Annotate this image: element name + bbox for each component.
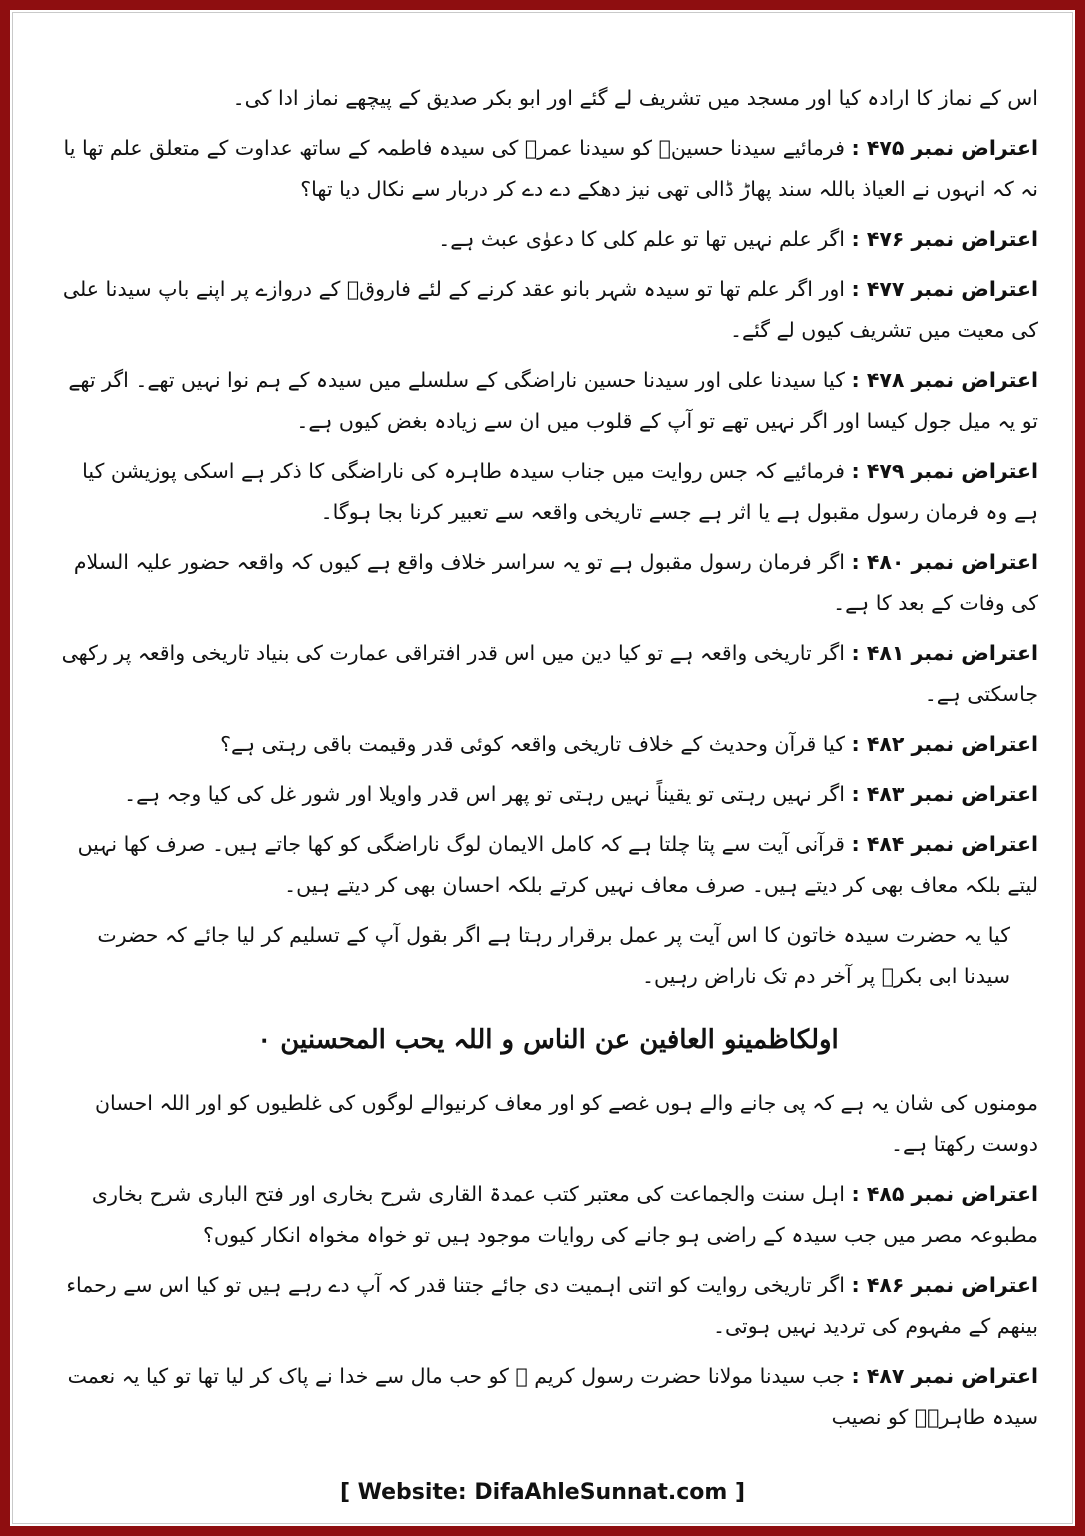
objection-label: اعتراض نمبر ۴۷۹ : [851,459,1038,483]
objection-479 [58,451,1038,533]
objection-text: کیا قرآن وحدیث کے خلاف تاریخی واقعہ کوئی قدر وقیمت باقی رہتی ہے؟ [220,732,845,756]
objection-475 [58,128,1038,210]
document-body [58,78,1038,1447]
objection-label: اعتراض نمبر ۴۸۲ : [851,732,1038,756]
objection-text: اگر علم نہیں تھا تو علم کلی کا دعوٰی عبث ہے۔ [438,227,845,251]
objection-label: اعتراض نمبر ۴۷۵ : [851,136,1038,160]
objection-label: اعتراض نمبر ۴۷۶ : [851,227,1038,251]
objection-label: اعتراض نمبر ۴۸۷ : [851,1364,1038,1388]
objection-label: اعتراض نمبر ۴۷۷ : [851,277,1038,301]
objection-text: اہل سنت والجماعت کی معتبر کتب عمدۃ القاری شرح بخاری اور فتح الباری شرح بخاری مطبوعہ مصر میں جب سیدہ کے راضی ہو جانے کی روایات موجود ہیں تو خواہ مخواہ انکار کیوں؟ [91,1182,1038,1247]
objection-text: اگر تاریخی واقعہ ہے تو کیا دین میں اس قدر افتراقی عمارت کی بنیاد تاریخی واقعہ پر رکھی جاسکتی ہے۔ [61,641,1038,706]
objection-label: اعتراض نمبر ۴۸۶ : [851,1273,1038,1297]
objection-text: فرمائیے سیدنا حسینؓ کو سیدنا عمرؓ کی سیدہ فاطمہ کے ساتھ عداوت کے متعلق علم تھا یا نہ کہ انہوں نے العیاذ باللہ سند پھاڑ ڈالی تھی نیز دھکے دے دے کر دربار سے نکال دیا تھا؟ [63,136,1038,201]
objection-482 [58,724,1038,765]
quranic-verse: اولکاظمینو العافین عن الناس و اللہ یحب المحسنین ۰ [257,1025,839,1055]
objection-484 [58,824,1038,906]
objection-487 [58,1356,1038,1438]
paragraph: کیا یہ حضرت سیدہ خاتون کا اس آیت پر عمل برقرار رہتا ہے اگر بقول آپ کے تسلیم کر لیا جائے کہ حضرت سیدنا ابی بکرؓ پر آخر دم تک ناراض رہیں۔ [97,923,1010,988]
objection-477 [58,269,1038,351]
objection-text: قرآنی آیت سے پتا چلتا ہے کہ کامل الایمان لوگ ناراضگی کو کھا جاتے ہیں۔ صرف کھا نہیں لیتے بلکہ معاف بھی کر دیتے ہیں۔ صرف معاف نہیں کرتے بلکہ احسان بھی کر دیتے ہیں۔ [77,832,1038,897]
objection-text: اور اگر علم تھا تو سیدہ شہر بانو عقد کرنے کے لئے فاروقؓ کے دروازے پر اپنے باپ سیدنا علی کی معیت میں تشریف کیوں لے گئے۔ [62,277,1038,342]
objection-text: فرمائیے کہ جس روایت میں جناب سیدہ طاہرہ کی ناراضگی کا ذکر ہے اسکی پوزیشن کیا ہے وہ فرمان رسول مقبول ہے یا اثر ہے جسے تاریخی واقعہ سے تعبیر کرنا بجا ہوگا۔ [82,459,1038,524]
objection-text: اگر فرمان رسول مقبول ہے تو یہ سراسر خلاف واقع ہے کیوں کہ واقعہ حضور علیہ السلام کی وفات کے بعد کا ہے۔ [73,550,1038,615]
objection-483 [58,774,1038,815]
objection-478 [58,360,1038,442]
objection-text: جب سیدنا مولانا حضرت رسول کریم ﷺ کو حب مال سے خدا نے پاک کر لیا تھا تو کیا یہ نعمت سیدہ طاہرہؓ کو نصیب [67,1364,1038,1429]
objection-label: اعتراض نمبر ۴۸۰ : [851,550,1038,574]
objection-476 [58,219,1038,260]
objection-label: اعتراض نمبر ۴۷۸ : [851,368,1038,392]
objection-label: اعتراض نمبر ۴۸۵ : [851,1182,1038,1206]
objection-label: اعتراض نمبر ۴۸۱ : [851,641,1038,665]
objection-text: اگر تاریخی روایت کو اتنی اہمیت دی جائے جتنا قدر کہ آپ دے رہے ہیں تو کیا اس سے رحماء بینھم کے مفہوم کی تردید نہیں ہوتی۔ [66,1273,1038,1338]
objection-480 [58,542,1038,624]
website-footer: [ Website: DifaAhleSunnat.com ] [339,1480,746,1505]
paragraph: مومنوں کی شان یہ ہے کہ پی جانے والے ہوں غصے کو اور معاف کرنیوالے لوگوں کی غلطیوں کو اور اللہ احسان دوست رکھتا ہے۔ [94,1091,1038,1156]
objection-text: کیا سیدنا علی اور سیدنا حسین ناراضگی کے سلسلے میں سیدہ کے ہم نوا نہیں تھے۔ اگر تھے تو یہ میل جول کیسا اور اگر نہیں تھے تو آپ کے قلوب میں ان سے زیادہ بغض کیوں ہے۔ [68,368,1038,433]
objection-label: اعتراض نمبر ۴۸۳ : [851,782,1038,806]
objection-485 [58,1174,1038,1256]
objection-486 [58,1265,1038,1347]
objection-label: اعتراض نمبر ۴۸۴ : [851,832,1038,856]
paragraph: اس کے نماز کا ارادہ کیا اور مسجد میں تشریف لے گئے اور ابو بکر صدیق کے پیچھے نماز ادا کی۔ [232,86,1038,110]
objection-481 [58,633,1038,715]
objection-text: اگر نہیں رہتی تو یقیناً نہیں رہتی تو پھر اس قدر واویلا اور شور غل کی کیا وجہ ہے۔ [124,782,845,806]
